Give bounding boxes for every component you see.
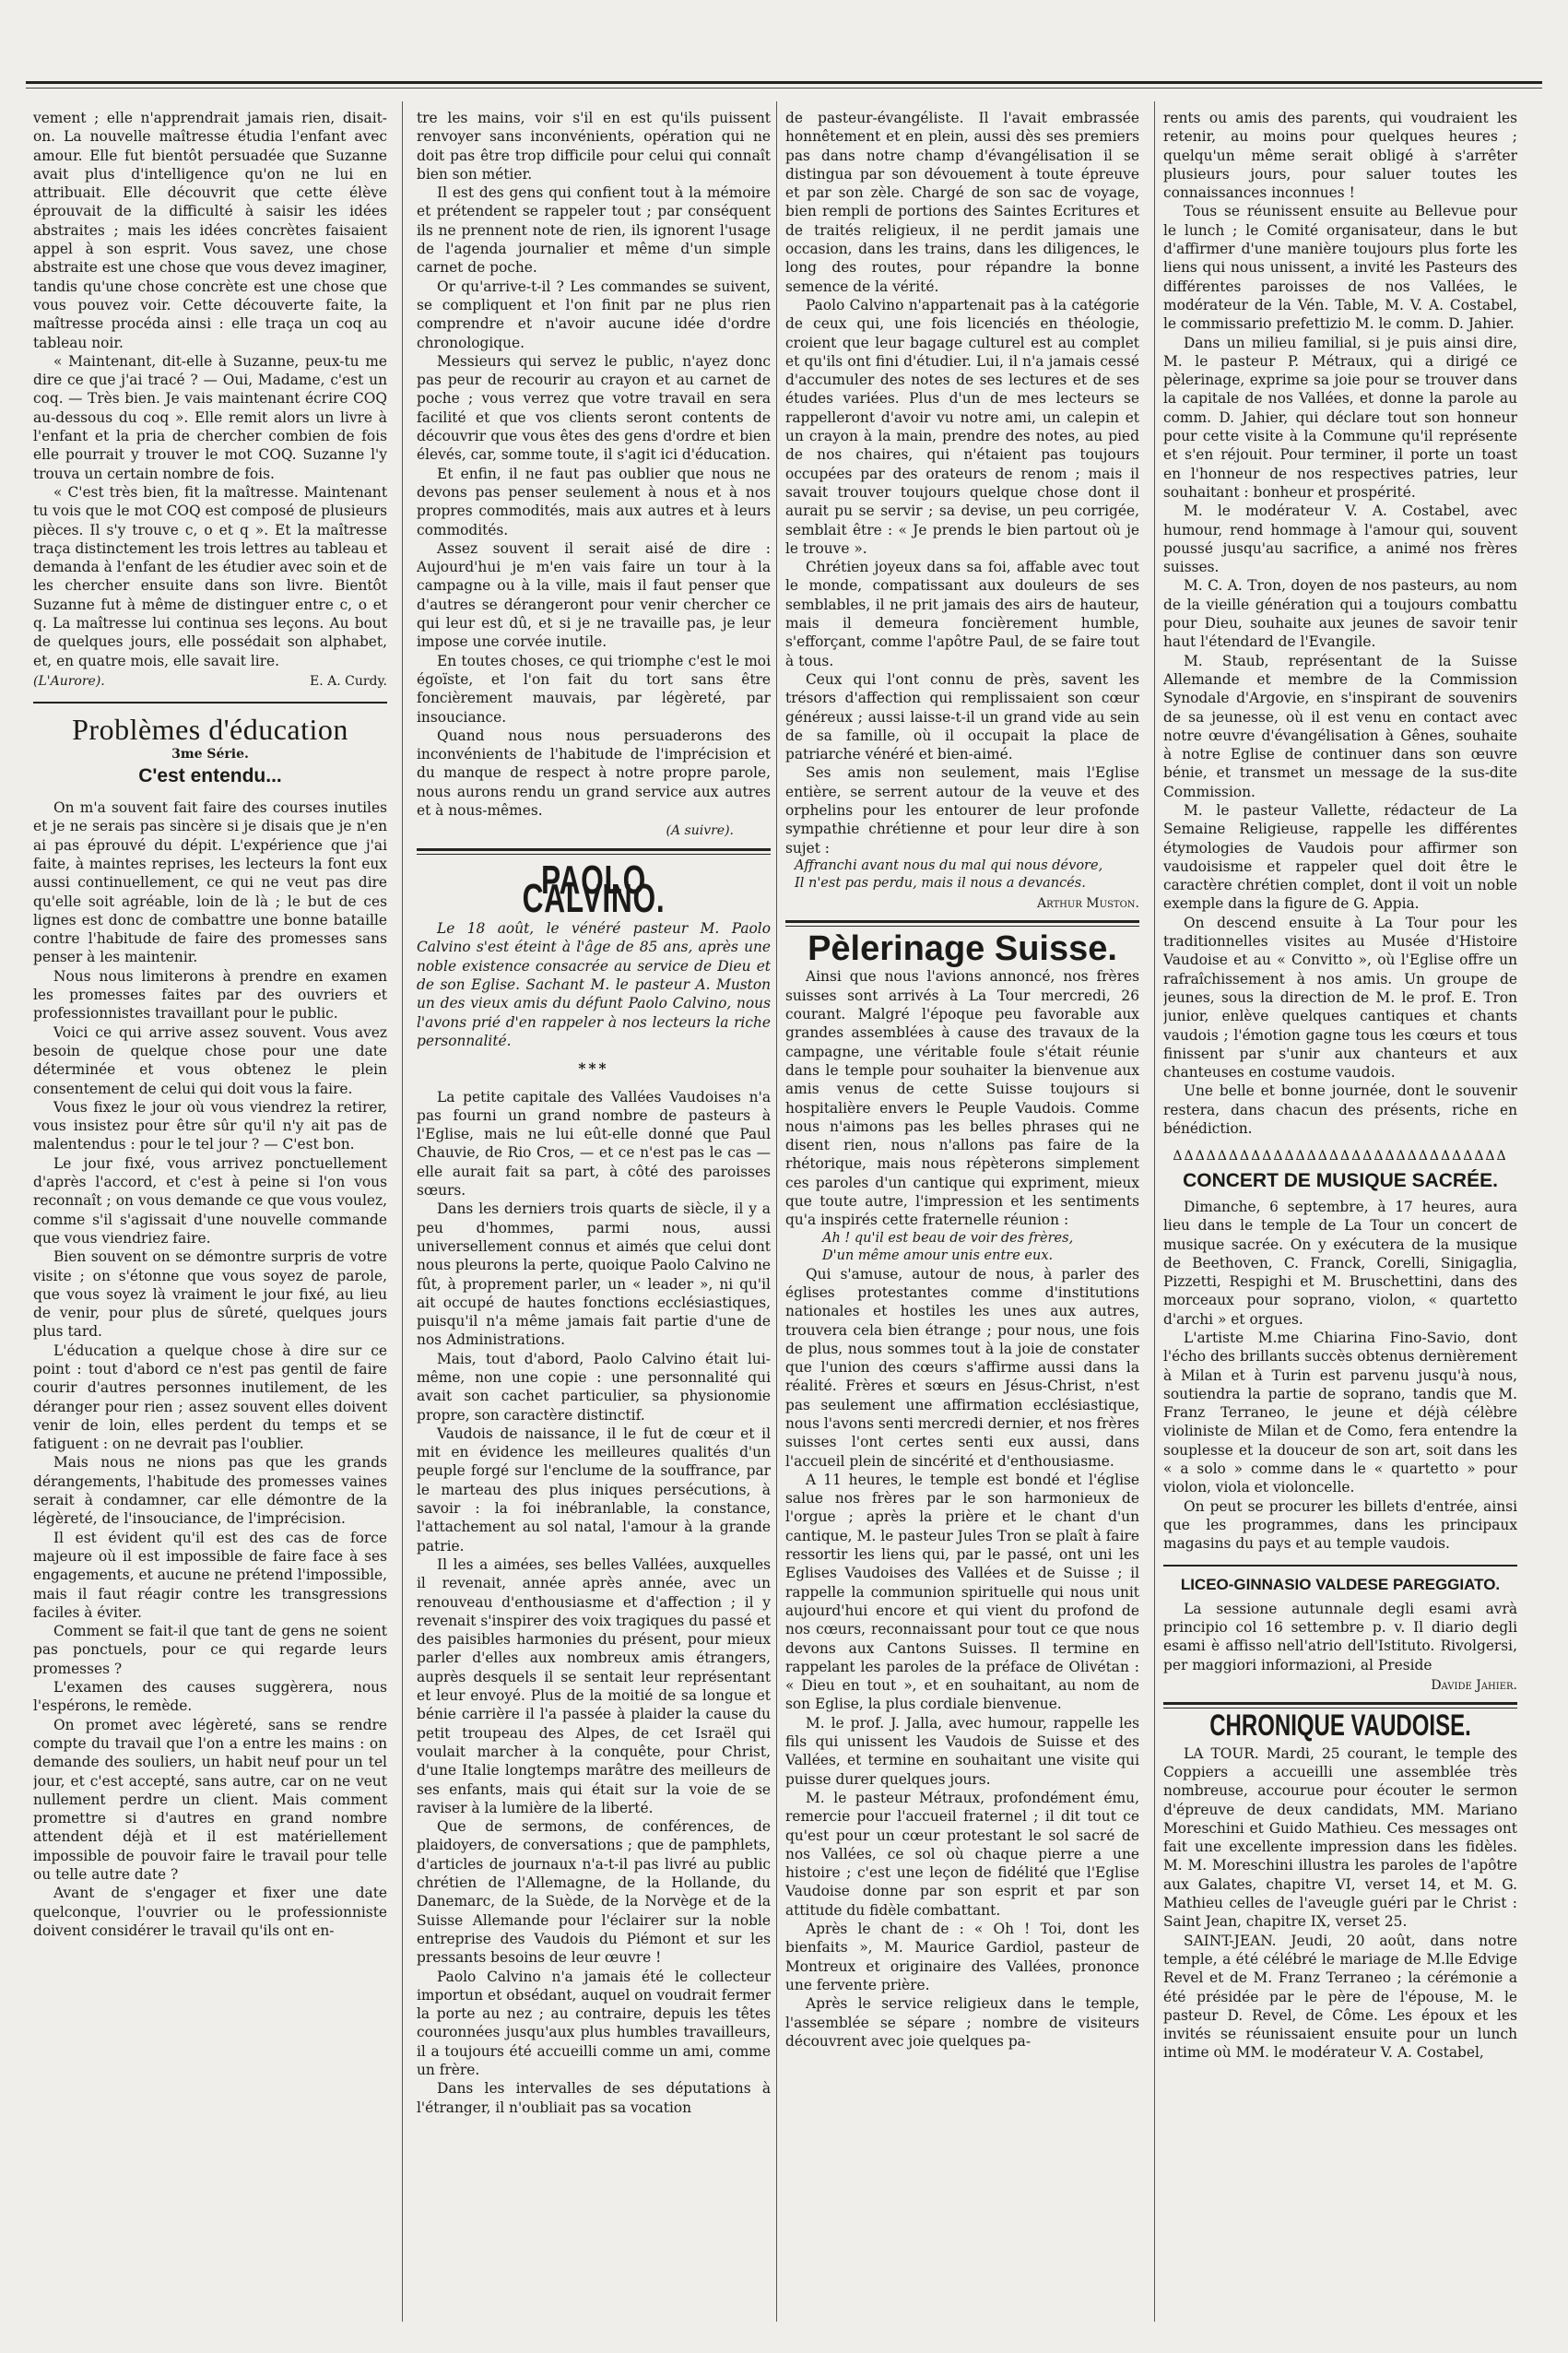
ornament-divider: ΔΔΔΔΔΔΔΔΔΔΔΔΔΔΔΔΔΔΔΔΔΔΔΔΔΔΔΔΔΔ bbox=[1173, 1149, 1508, 1165]
paragraph: Il est évident qu'il est des cas de force majeure où il est impossible de faire face à ses engagements, et aucune ne prétend l'impossible, mais il faut réagir contre les transgressions faciles à éviter. bbox=[33, 1529, 387, 1621]
paragraph: Comment se fait-il que tant de gens ne soient pas ponctuels, pour ce qui regarde leurs promesses ? bbox=[33, 1623, 387, 1677]
article-title: Pèlerinage Suisse. bbox=[808, 929, 1117, 969]
paragraph: Après le chant de : « Oh ! Toi, dont les bienfaits », M. Maurice Gardiol, pasteur de Montreux et originaire des Vallées, prononce une fervente prière. bbox=[785, 1921, 1139, 1993]
paragraph: On peut se procurer les billets d'entrée, ainsi que les programmes, dans les principaux magasins du pays et au temple vaudois. bbox=[1163, 1497, 1517, 1553]
paragraph: Que de sermons, de conférences, de plaidoyers, de conversations ; que de pamphlets, d'articles de journaux n'a-t-il pas livré au public chrétien de l'Allemagne, de la Hollande, du Danemarc, de la Suède, de la Norvège et de la Suisse Allemande pour l'éclairer sur la noble entreprise des Vaudois du Piémont et sur les pressants besoins de leur œuvre ! bbox=[417, 1818, 771, 1967]
verse bbox=[785, 1230, 1139, 1265]
paragraph: M. Staub, représentant de la Suisse Allemande et membre de la Commission Synodale d'Argovie, en s'inspirant de souvenirs de sa jeunesse, où il est venu en contact avec notre œuvre d'évangélisation à Gênes, souhaite à notre Eglise de continuer dans son œuvre bénie, et transmet un message de la sus-dite Commission. bbox=[1163, 652, 1517, 800]
paragraph: vement ; elle n'apprendrait jamais rien, disait-on. La nouvelle maîtresse étudia l'enfant avec amour. Elle fut bientôt persuadée que Suzanne avait plus d'intelligence qu'on ne lui en attribuait. Elle découvrit que cette élève éprouvait de la difficulté à saisir les idées abstraites ; mais les idées concrètes faisaient appel à son esprit. Vous savez, une chose abstraite est une chose que vous devez imaginer, tandis qu'une chose concrète est une chose que vous pouvez voir. Cette découverte faite, la maîtresse procéda ainsi : elle traça un coq au tableau noir. bbox=[33, 110, 387, 351]
paragraph: Dans un milieu familial, si je puis ainsi dire, M. le pasteur P. Métraux, qui a dirigé ce pèlerinage, exprime sa joie pour se trouver dans la capitale de nos Vallées, et donne la parole au comm. D. Jahier, qui déclare tout son honneur pour cette visite à la Commune qu'il représente et s'en réjouit. Pour terminer, il porte un toast en l'honneur de nos respectives patries, leur souhaitant : bonheur et prospérité. bbox=[1163, 334, 1517, 501]
column-rule bbox=[1154, 101, 1155, 2322]
column-3 bbox=[785, 109, 1139, 2325]
source: (L'Aurore). bbox=[33, 673, 105, 689]
paragraph: Paolo Calvino n'appartenait pas à la catégorie de ceux qui, une fois licenciés en théologie, croient que leur bagage culturel est au complet et qu'ils ont fini d'étudier. Lui, il n'a jamais cessé d'accumuler des notes de ses lectures et de ses études variées. Plus d'un de mes lecteurs se rappelleront d'avoir vu notre ami, un calepin et un crayon à la main, prendre des notes, au pied de nos chaires, qui n'étaient pas toujours occupées par des orateurs de renom ; mais il savait trouver toujours quelque chose dont il aurait pu se servir ; sa devise, un peu corrigée, semblait être : « Je prends le bien partout où je le trouve ». bbox=[785, 296, 1139, 557]
series-label: 3me Série. bbox=[171, 746, 249, 762]
paragraph: de pasteur-évangéliste. Il l'avait embrassée honnêtement et en plein, aussi dès ses premiers pas dans notre champ d'évangélisation il se distingua par son dévouement à toute épreuve et par son zèle. Chargé de son sac de voyage, bien rempli de portions des Saintes Ecritures et de traités religieux, il ne perdit jamais une occasion, dans les trains, dans les diligences, le long des routes, pour répandre la bonne semence de la vérité. bbox=[785, 110, 1139, 295]
author: E. A. Curdy. bbox=[309, 673, 387, 689]
separator bbox=[33, 702, 387, 704]
paragraph: M. C. A. Tron, doyen de nos pasteurs, au nom de la vieille génération qui a toujours combattu pour Dieu, souhaite aux jeunes de savoir tenir haut l'étendard de l'Evangile. bbox=[1163, 577, 1517, 651]
paragraph: rents ou amis des parents, qui voudraient les retenir, au moins pour quelques heures ; quelqu'un même serait obligé à s'arrêter plusieurs jours, pour saluer toutes les connaissances inconnues ! bbox=[1163, 110, 1517, 202]
paragraph: Mais nous ne nions pas que les grands dérangements, l'habitude des promesses vaines serait à condamner, car elle démontre de la légèreté, de l'insouciance, de l'imprécision. bbox=[33, 1454, 387, 1528]
column-2 bbox=[417, 109, 771, 2325]
paragraph: Nous nous limiterons à prendre en examen les promesses faites par des ouvriers et professionnistes travaillant pour le public. bbox=[33, 967, 387, 1023]
paragraph: Avant de s'engager et fixer une date quelconque, l'ouvrier ou le professionniste doivent considérer le travail qu'ils ont en- bbox=[33, 1885, 387, 1939]
paragraph: En toutes choses, ce qui triomphe c'est le moi égoïste, et l'on fait du tort sans être foncièrement mauvais, par légèreté, par insouciance. bbox=[417, 652, 771, 726]
top-rule-thin bbox=[26, 88, 1542, 89]
column-rule bbox=[402, 101, 403, 2322]
paragraph: Il est des gens qui confient tout à la mémoire et prétendent se rappeler tout ; par conséquent ils ne prennent note de rien, ils ignorent l'usage de l'agenda journalier et même d'un simple carnet de poche. bbox=[417, 184, 771, 277]
paragraph: Or qu'arrive-t-il ? Les commandes se suivent, se compliquent et l'on finit par ne plus rien comprendre et n'avoir aucune idée d'ordre chronologique. bbox=[417, 278, 771, 351]
author: Davide Jahier. bbox=[1431, 1678, 1517, 1694]
paragraph: M. le prof. J. Jalla, avec humour, rappelle les fils qui unissent les Vaudois de Suisse et des Vallées, et termine en souhaitant une visite qui puisse durer quelques jours. bbox=[785, 1714, 1139, 1788]
separator bbox=[785, 920, 1139, 927]
paragraph: « C'est très bien, fit la maîtresse. Maintenant tu vois que le mot COQ est composé de plusieurs pièces. Il s'y trouve c, o et q ». Et la maîtresse traça distinctement les trois lettres au tableau et demanda à l'enfant de les étudier avec soin et de les chercher ensuite dans son livre. Bientôt Suzanne fut à même de distinguer entre c, o et q. La maîtresse lui continua ses leçons. Au bout de quelques jours, elle possédait son alphabet, et, en quatre mois, elle savait lire. bbox=[33, 483, 387, 669]
paragraph: « Maintenant, dit-elle à Suzanne, peux-tu me dire ce que j'ai tracé ? — Oui, Madame, c'est un coq. — Très bien. Je vais maintenant écrire COQ au-dessous du coq ». Elle remit alors un livre à l'enfant et la pria de chercher combien de fois elle pourrait y trouver le mot COQ. Suzanne l'y trouva un certain nombre de fois. bbox=[33, 352, 387, 482]
signature bbox=[33, 672, 387, 691]
author: Arthur Muston. bbox=[1037, 895, 1139, 911]
paragraph: Ses amis non seulement, mais l'Eglise entière, se serrent autour de la veuve et des orphelins pour les entourer de leur profonde sympathie chrétienne et pour leur dire à son sujet : bbox=[785, 764, 1139, 857]
intro-paragraph: Le 18 août, le vénéré pasteur M. Paolo Calvino s'est éteint à l'âge de 85 ans, après une noble existence consacrée au service de Dieu et de son Eglise. Sachant M. le pasteur A. Muston un des vieux amis du défunt Paolo Calvino, nous l'avons prié d'en rappeler à nos lecteurs la riche personnalité. bbox=[417, 920, 771, 1049]
article-title: PAOLO CALVINO. bbox=[522, 857, 666, 921]
paragraph: Chrétien joyeux dans sa foi, affable avec tout le monde, compatissant aux douleurs de ses semblables, il ne prit jamais des airs de hauteur, mais il demeura foncièrement humble, s'efforçant, comme l'apôtre Paul, de se faire tout à tous. bbox=[785, 559, 1139, 669]
paragraph: L'artiste M.me Chiarina Fino-Savio, dont l'écho des brillants succès obtenus dernièrement à Milan et à Turin est parvenu jusqu'à nous, soutiendra la partie de soprano, tandis que M. Franz Terraneo, le jeune et déjà célèbre violiniste de Milan et de Como, fera entendre la souplesse et la douceur de son art, soit dans les « a solo » comme dans le « quartetto » pour violon, viola et violoncelle. bbox=[1163, 1330, 1517, 1496]
section-stars: *** bbox=[578, 1060, 609, 1078]
verse-line: Ah ! qu'il est beau de voir des frères, bbox=[822, 1230, 1074, 1246]
column-1 bbox=[33, 109, 387, 2325]
verse-line: Il n'est pas perdu, mais il nous a devancés. bbox=[795, 875, 1086, 891]
to-be-continued: (A suivre). bbox=[666, 823, 734, 839]
paragraph: Mais, tout d'abord, Paolo Calvino était lui-même, non une copie : une personnalité qui avait son cachet particulier, sa physionomie propre, son caractère distinctif. bbox=[417, 1350, 771, 1424]
paragraph: LA TOUR. Mardi, 25 courant, le temple des Coppiers a accueilli une assemblée très nombreuse, accourue pour écouter le sermon d'épreuve de deux candidats, MM. Mariano Moreschini et Guido Mathieu. Ces messages ont fait une excellente impression dans les fidèles. M. M. Moreschini illustra les paroles de l'apôtre aux Galates, chapitre VI, verset 14, et M. G. Mathieu celles de l'aveugle guéri par le Christ : Saint Jean, chapitre IX, verset 25. bbox=[1163, 1744, 1517, 1931]
column-4 bbox=[1163, 109, 1517, 2325]
signature bbox=[1163, 1676, 1517, 1695]
paragraph: Quand nous nous persuaderons des inconvénients de l'habitude de l'imprécision et du manque de respect à notre propre parole, nous aurons rendu un grand service aux autres et à nous-mêmes. bbox=[417, 727, 771, 819]
paragraph: Tous se réunissent ensuite au Bellevue pour le lunch ; le Comité organisateur, dans le but d'affirmer d'une manière toujours plus forte les liens qui nous unissent, a invité les Pasteurs des différentes paroisses de nos Vallées, le modérateur de la Vén. Table, M. V. A. Costabel, le commissario prefettizio M. le comm. D. Jahier. bbox=[1163, 203, 1517, 333]
paragraph: Vaudois de naissance, il le fut de cœur et il mit en évidence les meilleures qualités d'un peuple forgé sur l'enclume de la souffrance, par le marteau des plus iniques persécutions, à savoir : la foi inébranlable, la constance, l'attachement au sol natal, l'amour à la grande patrie. bbox=[417, 1425, 771, 1555]
paragraph: La petite capitale des Vallées Vaudoises n'a pas fourni un grand nombre de pasteurs à l'Eglise, mais ne lui eût-elle donné que Paul Chauvie, de Rio Cros, — et ce n'est pas le cas — elle aurait fait sa part, à côté des paroisses sœurs. bbox=[417, 1088, 771, 1200]
section-title: CONCERT DE MUSIQUE SACRÉE. bbox=[1183, 1169, 1498, 1191]
signature bbox=[417, 822, 771, 840]
paragraph: Voici ce qui arrive assez souvent. Vous avez besoin de quelque chose pour une date déterminée et vous obtenez le plein consentement de celui qui doit vous la faire. bbox=[33, 1023, 387, 1097]
paragraph: M. le pasteur Vallette, rédacteur de La Semaine Religieuse, rappelle les différentes étymologies de Vaudois pour affirmer son vaudoisisme et rappeler quel doit être le caractère chrétien complet, dont il voit un noble exemple dans la figure de G. Appia. bbox=[1163, 801, 1517, 913]
paragraph: Ainsi que nous l'avions annoncé, nos frères suisses sont arrivés à La Tour mercredi, 26 courant. Malgré l'époque peu favorable aux grandes assemblées à cause des travaux de la campagne, une véritable foule s'était réunie dans le temple pour souhaiter la bienvenue aux amis venus de cette Suisse toujours si hospitalière envers le Peuple Vaudois. Comme nous n'aimons pas les belles phrases qui ne disent rien, nous n'allons pas faire de la rhétorique, mais nous répèterons simplement ces paroles d'un cantique qui expriment, mieux que toute autre, l'impression et les sentiments qu'a inspirés cette fraternelle réunion : bbox=[785, 968, 1139, 1229]
paragraph: Dans les intervalles de ses députations à l'étranger, il n'oubliait pas sa vocation bbox=[417, 2080, 771, 2116]
paragraph: Dans les derniers trois quarts de siècle, il y a peu d'hommes, parmi nous, aussi universellement connus et aimés que celui dont nous pleurons la perte, quoique Paolo Calvino ne fût, à proprement parler, un « leader », ni qu'il ait occupé de hautes fonctions ecclésiastiques, puisqu'il n'a même jamais fait partie d'une de nos Administrations. bbox=[417, 1200, 771, 1349]
paragraph: Qui s'amuse, autour de nous, à parler des églises protestantes comme d'institutions nationales et hostiles les unes aux autres, trouvera cela bien étrange ; pour nous, une fois de plus, nous sommes tout à la joie de constater que l'union des cœurs s'affirme aussi dans la réalité. Frères et sœurs en Jésus-Christ, n'est pas seulement une affirmation ecclésiastique, nous l'avons senti mercredi dernier, et nos frères suisses l'ont certes senti eux aussi, dans l'accueil plein de sincérité et d'enthousiasme. bbox=[785, 1265, 1139, 1470]
paragraph: Et enfin, il ne faut pas oublier que nous ne devons pas penser seulement à nous et à nos propres commodités, mais aux autres et à leurs commodités. bbox=[417, 465, 771, 538]
paragraph: L'examen des causes suggèrera, nous l'espérons, le remède. bbox=[33, 1679, 387, 1715]
paragraph: On descend ensuite à La Tour pour les traditionnelles visites au Musée d'Histoire Vaudoise et au « Convitto », où l'Eglise offre un rafraîchissement à nos amis. Un groupe de jeunes, sous la direction de M. le prof. E. Tron junior, enlève quelques cantiques et chants vaudois ; l'émotion gagne tous les cœurs et tous finissent par s'unir aux chanteurs et aux chanteuses en costume vaudois. bbox=[1163, 914, 1517, 1082]
paragraph: M. le pasteur Métraux, profondément ému, remercie pour l'accueil fraternel ; il dit tout ce qu'est pour un cœur protestant le sol sacré de nos Vallées, ce sol où chaque pierre a une histoire ; c'est une leçon de fidélité que l'Eglise Vaudoise donne par son esprit et par son attitude du fidèle combattant. bbox=[785, 1789, 1139, 1919]
paragraph: M. le modérateur V. A. Costabel, avec humour, rend hommage à l'amour qui, souvent poussé jusqu'au sacrifice, a animé nos frères suisses. bbox=[1163, 503, 1517, 576]
paragraph: Le jour fixé, vous arrivez ponctuellement d'après l'accord, et c'est à peine si l'on vous reconnaît ; on vous demande ce que vous voulez, comme s'il s'agissait d'une nouvelle commande que vous viendriez faire. bbox=[33, 1154, 387, 1247]
paragraph: Messieurs qui servez le public, n'ayez donc pas peur de recourir au crayon et au carnet de poche ; vous verrez que votre travail en sera facilité et que vos clients seront contents de découvrir que vous êtes des gens d'ordre et bien élevés, car, somme toute, il s'agit ici d'éducation. bbox=[417, 352, 771, 464]
section-title: LICEO-GINNASIO VALDESE PAREGGIATO. bbox=[1180, 1575, 1501, 1593]
paragraph: Ceux qui l'ont connu de près, savent les trésors d'affection qui remplissaient son cœur généreux ; aussi laisse-t-il un grand vide au sein de sa famille, où il occupait la place de patriarche vénéré et bien-aimé. bbox=[785, 670, 1139, 763]
paragraph: SAINT-JEAN. Jeudi, 20 août, dans notre temple, a été célébré le mariage de M.lle Edvige Revel et de M. Franz Terraneo ; la cérémonie a été présidée par le père de l'épouse, M. le pasteur D. Revel, de Côme. Les époux et les invités se réunissaient ensuite pour un lunch intime où MM. le modérateur V. A. Costabel, bbox=[1163, 1932, 1517, 2062]
section-title: CHRONIQUE VAUDOISE. bbox=[1209, 1709, 1471, 1743]
separator bbox=[417, 848, 771, 855]
top-rule bbox=[26, 81, 1542, 84]
separator bbox=[1163, 1565, 1517, 1567]
paragraph: Une belle et bonne journée, dont le souvenir restera, dans chacun des présents, riche en bénédiction. bbox=[1163, 1082, 1517, 1138]
paragraph: Vous fixez le jour où vous viendrez la retirer, vous insistez pour être sûr qu'il n'y ait pas de malentendus : pour le tel jour ? — C'est bon. bbox=[33, 1098, 387, 1153]
paragraph: tre les mains, voir s'il en est qu'ils puissent renvoyer sans inconvénients, opération qui ne doit pas être trop difficile pour celui qui connaît bien son métier. bbox=[417, 110, 771, 183]
verse-line: Affranchi avant nous du mal qui nous dévore, bbox=[795, 857, 1103, 873]
column-rule bbox=[776, 101, 777, 2322]
article-subtitle: C'est entendu... bbox=[138, 764, 282, 786]
verse bbox=[785, 857, 1139, 893]
paragraph: L'éducation a quelque chose à dire sur ce point : tout d'abord ce n'est pas gentil de faire courir d'autres personnes inutilement, de les déranger pour rien ; assez souvent elles doivent venir de loin, elles perdent du temps et se fatiguent : on ne devrait pas l'oublier. bbox=[33, 1342, 387, 1453]
paragraph: On m'a souvent fait faire des courses inutiles et je ne serais pas sincère si je disais que je n'en ai pas éprouvé du dépit. L'expérience que j'ai faite, à maintes reprises, les lecteurs la font eux aussi continuellement, ce qui ne veut pas dire qu'elle soit agréable, loin de là ; le but de ces lignes est donc de combattre une bonne bataille contre l'habitude de faire des promesses sans penser à les maintenir. bbox=[33, 799, 387, 966]
paragraph: La sessione autunnale degli esami avrà principio col 16 settembre p. v. Il diario degli esami è affisso nell'atrio dell'Istituto. Rivolgersi, per maggiori informazioni, al Preside bbox=[1163, 1600, 1517, 1673]
paragraph: On promet avec légèreté, sans se rendre compte du travail que l'on a entre les mains : on demande des souliers, un habit neuf pour un tel jour, et c'est accepté, sans autre, car on ne veut nullement perdre un client. Mais comment promettre si d'autres en grand nombre attendent déjà et il est matériellement impossible de pouvoir faire le travail pour telle ou telle autre date ? bbox=[33, 1716, 387, 1884]
paragraph: A 11 heures, le temple est bondé et l'église salue nos frères par le son harmonieux de l'orgue ; après la prière et le chant d'un cantique, M. le pasteur Jules Tron se plaît à faire ressortir les liens qui, par le passé, ont uni les Eglises Vaudoises des Vallées et de Suisse ; il rappelle la communion spirituelle qui nous unit aujourd'hui encore et qui vient du profond de nos cœurs, reconnaissant pour tout ce que nous devons aux Cantons Suisses. Il termine en rappelant les paroles de la préface de Olivétan : « Dieu en tout », et en souhaitant, au nom de son Eglise, la plus cordiale bienvenue. bbox=[785, 1471, 1139, 1713]
paragraph: Après le service religieux dans le temple, l'assemblée se sépare ; nombre de visiteurs découvrent avec joie quelques pa- bbox=[785, 1995, 1139, 2050]
separator bbox=[1163, 1702, 1517, 1709]
paragraph: Il les a aimées, ses belles Vallées, auxquelles il revenait, année après année, avec un renouveau d'enthousiasme et d'affection ; il y revenait s'inspirer des voix tragiques du passé et des paisibles harmonies du présent, pour mieux parler d'elles aux nombreux amis étrangers, auprès desquels il se sentait leur représentant et leur envoyé. Plus de la moitié de sa longue et bénie carrière il l'a passée à plaider la cause du petit troupeau des Alpes, de cet Israël qui voulait marcher à la conquête, pour Christ, d'une Italie longtemps marâtre des meilleurs de ses enfants, mais qui était sur la voie de se raviser à la lumière de la liberté. bbox=[417, 1555, 771, 1816]
paragraph: Assez souvent il serait aisé de dire : Aujourd'hui je m'en vais faire un tour à la campagne ou à la ville, mais il faut penser que d'autres se dérangeront pour venir chercher ce qui leur est dû, et si je ne travaille pas, je leur impose une corvée inutile. bbox=[417, 539, 771, 651]
article-title: Problèmes d'éducation bbox=[72, 713, 348, 747]
verse-line: D'un même amour unis entre eux. bbox=[822, 1247, 1054, 1263]
paragraph: Dimanche, 6 septembre, à 17 heures, aura lieu dans le temple de La Tour un concert de musique sacrée. On y exécutera de la musique de Beethoven, C. Franck, Corelli, Sinigaglia, Pizzetti, Respighi et M. Bruschettini, dans des morceaux pour soprano, violon, « quartetto d'archi » et orgues. bbox=[1163, 1198, 1517, 1328]
paragraph: Bien souvent on se démontre surpris de votre visite ; on s'étonne que vous soyez de parole, que vous soyez là vraiment le jour fixé, au lieu de venir, pour plus de sûreté, quelques jours plus tard. bbox=[33, 1248, 387, 1341]
signature bbox=[785, 894, 1139, 913]
paragraph: Paolo Calvino n'a jamais été le collecteur importun et obsédant, auquel on voudrait fermer la porte au nez ; au contraire, depuis les têtes couronnées jusqu'aux plus humbles travailleurs, il a toujours été accueilli comme un ami, comme un frère. bbox=[417, 1968, 771, 2078]
